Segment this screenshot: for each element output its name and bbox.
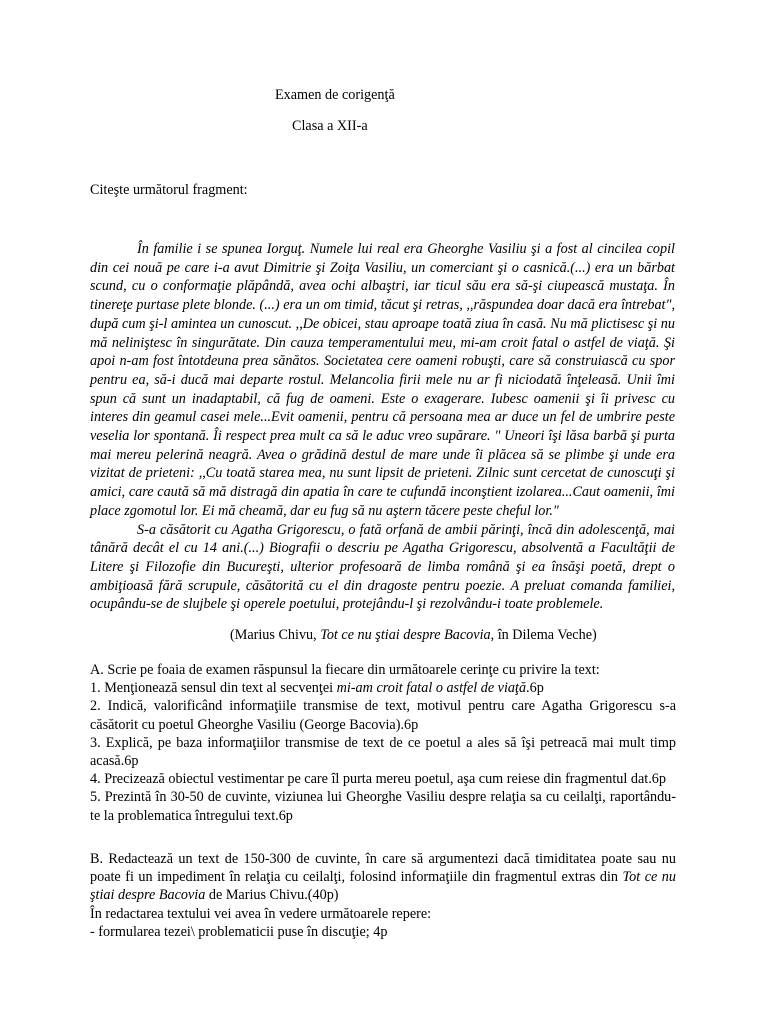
citation-author: (Marius Chivu, — [230, 627, 321, 643]
section-b-points: de Marius Chivu.(40p) — [205, 887, 339, 904]
section-a — [90, 661, 676, 825]
citation-source: , în Dilema Veche) — [490, 627, 597, 643]
section-b-repere-1: - formularea tezei\ problematicii puse în discuţie; 4p — [90, 923, 388, 940]
section-b-work: Tot ce nu ştiai despre Bacovia — [90, 869, 676, 904]
text-fragment — [90, 240, 675, 614]
section-b-text: B. Redactează un text de 150-300 de cuvinte, în care să argumentezi dacă timiditatea poate sau nu poate fi un impediment în relaţia cu ceilalţi, folosind informaţiile din fragmentul extras din — [90, 851, 676, 886]
fragment-paragraph-1: În familie i se spunea Iorguţ. Numele lui real era Gheorghe Vasiliu şi a fost al cincilea copil din cei nouă pe care i-a avut Dimitrie şi Zoiţa Vasiliu, un comerciant şi o casnică.(...) era un bărbat scund, cu o conformaţie plăpândă, avea ochi albaştri, iar ticul său era să-şi ciupească mustaţa. În tinereţe purtase plete blonde. (...) era un om timid, tăcut şi retras, ,,răspundea doar dacă era întrebat", după cum şi-l amintea un cunoscut. ,,De obicei, stau aproape toată ziua în casă. Nu mă plictisesc şi nu mă neliniştesc în singurătate. Din cauza temperamentului meu, mi-am croit fatal o astfel de viaţă. Şi apoi n-am fost întotdeuna prea sănătos. Societatea cere oameni robuşti, care să construiască cu spor pentru ea, să-i ducă mai departe rostul. Melancolia firii mele nu ar fi niciodată înţeleasă. Unii îmi spun că sunt un inadaptabil, că fug de oameni. Este o exagerare. Iubesc oamenii şi îi privesc cu interes din geamul casei mele...Evit oamenii, pentru că persoana mea ar duce un fel de umbrire peste veselia lor spontană. Îi respect prea mult ca să le aduc vreo supărare. " Uneori îşi lăsa barbă şi purta mai mereu pelerină neagră. Avea o grădină destul de mare unde îi plăcea să se plimbe şi unde era vizitat de prieteni: ,,Cu toată starea mea, nu sunt lipsit de prieteni. Zilnic sunt cercetat de cunoscuţi şi amici, care caută să mă distragă din apatia în care te cufundă inconştient izolarea...Caut oamenii, îmi place zgomotul lor. Ei mă cheamă, dar eu fug să nu aştern tăcere peste cheful lor." — [90, 241, 675, 519]
question-1-text: 1. Menţionează sensul din text al secvenţei — [90, 680, 337, 697]
section-a-intro: A. Scrie pe foaia de examen răspunsul la fiecare din următoarele cerinţe cu privire la text: — [90, 662, 600, 678]
section-b-repere-intro: În redactarea textului vei avea în vedere următoarele repere: — [90, 905, 432, 922]
citation-work: Tot ce nu ştiai despre Bacovia — [320, 627, 491, 643]
question-1-points: .6p — [526, 680, 544, 697]
class-subtitle: Clasa a XII-a — [292, 118, 368, 134]
page-title: Examen de corigenţă — [275, 87, 395, 103]
question-5: 5. Prezintă în 30-50 de cuvinte, viziunea lui Gheorghe Vasiliu despre relaţia sa cu ceilalţi, raportându-te la problematica întregului text.6p — [90, 789, 676, 824]
question-2: 2. Indică, valorificând informaţiile transmise de text, motivul pentru care Agatha Grigorescu s-a căsătorit cu poetul Gheorghe Vasiliu (George Bacovia).6p — [90, 698, 676, 733]
section-b-task — [90, 850, 676, 905]
question-4: 4. Precizează obiectul vestimentar pe care îl purta mereu poetul, aşa cum reiese din fragmentul dat.6p — [90, 771, 666, 788]
question-3: 3. Explică, pe baza informaţiilor transmise de text de ce poetul a ales să îşi petreacă mai mult timp acasă.6p — [90, 734, 676, 770]
fragment-paragraph-2: S-a căsătorit cu Agatha Grigorescu, o fată orfană de ambii părinţi, încă din adolescenţă, mai tânără decât el cu 14 ani.(...) Biografii o descriu pe Agatha Grigorescu, absolventă a Facultăţii de Litere şi Filozofie din Bucureşti, ulterior profesoară de limba română şi ea însăşi poetă, drept o ambiţioasă fără scrupule, căsătorită cu el din dragoste pentru poezie. A preluat comanda familiei, ocupându-se de slujbele şi operele poetului, protejându-l şi rezolvându-i toate problemele. — [90, 521, 675, 613]
reading-instruction: Citeşte următorul fragment: — [90, 182, 248, 198]
source-citation — [230, 626, 597, 644]
section-b — [90, 850, 676, 941]
question-1 — [90, 679, 676, 697]
question-1-quote: mi-am croit fatal o astfel de viaţă — [336, 680, 527, 697]
